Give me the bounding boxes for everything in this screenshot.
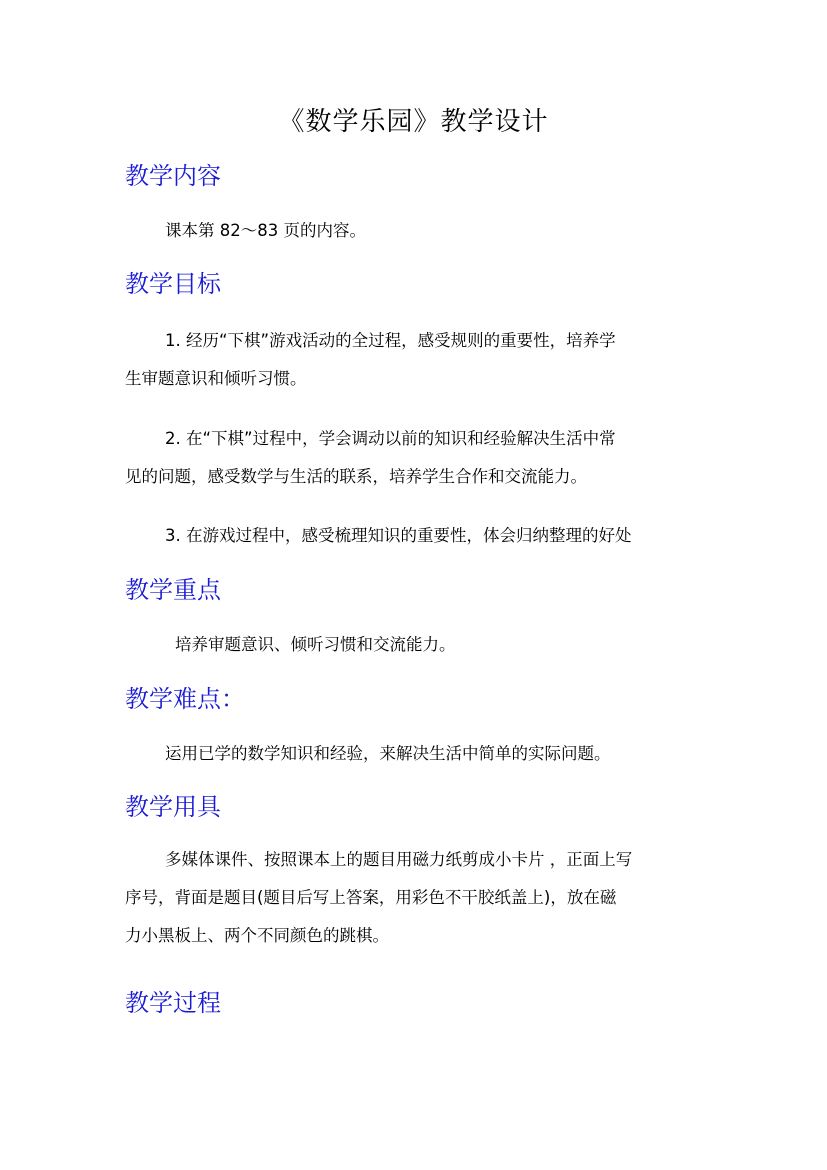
objective-3-line-1: 3. 在游戏过程中，感受梳理知识的重要性，体会归纳整理的好处 xyxy=(165,526,632,545)
difficulties-text: 运用已学的数学知识和经验，来解决生活中简单的实际问题。 xyxy=(165,744,611,763)
key-points-text: 培养审题意识、倾听习惯和交流能力。 xyxy=(175,635,456,654)
tools-line-2: 序号，背面是题目(题目后写上答案，用彩色不干胶纸盖上)，放在磁 xyxy=(125,888,617,907)
objective-2-line-2: 见的问题，感受数学与生活的联系，培养学生合作和交流能力。 xyxy=(125,467,587,486)
content-text: 课本第 82～83 页的内容。 xyxy=(165,221,366,240)
key-points-paragraph xyxy=(125,626,715,664)
objective-item-2 xyxy=(125,420,715,496)
section-heading-tools: 教学用具 xyxy=(125,793,221,821)
content-paragraph xyxy=(125,212,715,250)
tools-paragraph xyxy=(125,841,715,955)
section-heading-difficulties: 教学难点： xyxy=(125,685,245,713)
section-heading-content: 教学内容 xyxy=(125,162,221,190)
difficulties-paragraph xyxy=(125,735,715,773)
objective-item-3 xyxy=(125,517,715,555)
tools-line-1: 多媒体课件、按照课本上的题目用磁力纸剪成小卡片 ，正面上写 xyxy=(165,850,633,869)
objective-1-line-2: 生审题意识和倾听习惯。 xyxy=(125,369,307,388)
objective-1-line-1: 1. 经历“下棋”游戏活动的全过程，感受规则的重要性，培养学 xyxy=(165,331,616,350)
objective-2-line-1: 2. 在“下棋”过程中，学会调动以前的知识和经验解决生活中常 xyxy=(165,429,616,448)
document-title: 《数学乐园》教学设计 xyxy=(278,107,549,137)
section-heading-key-points: 教学重点 xyxy=(125,576,221,604)
section-heading-process: 教学过程 xyxy=(125,989,221,1017)
section-heading-objectives: 教学目标 xyxy=(125,270,221,298)
tools-line-3: 力小黑板上、两个不同颜色的跳棋。 xyxy=(125,926,389,945)
objective-item-1 xyxy=(125,322,715,398)
